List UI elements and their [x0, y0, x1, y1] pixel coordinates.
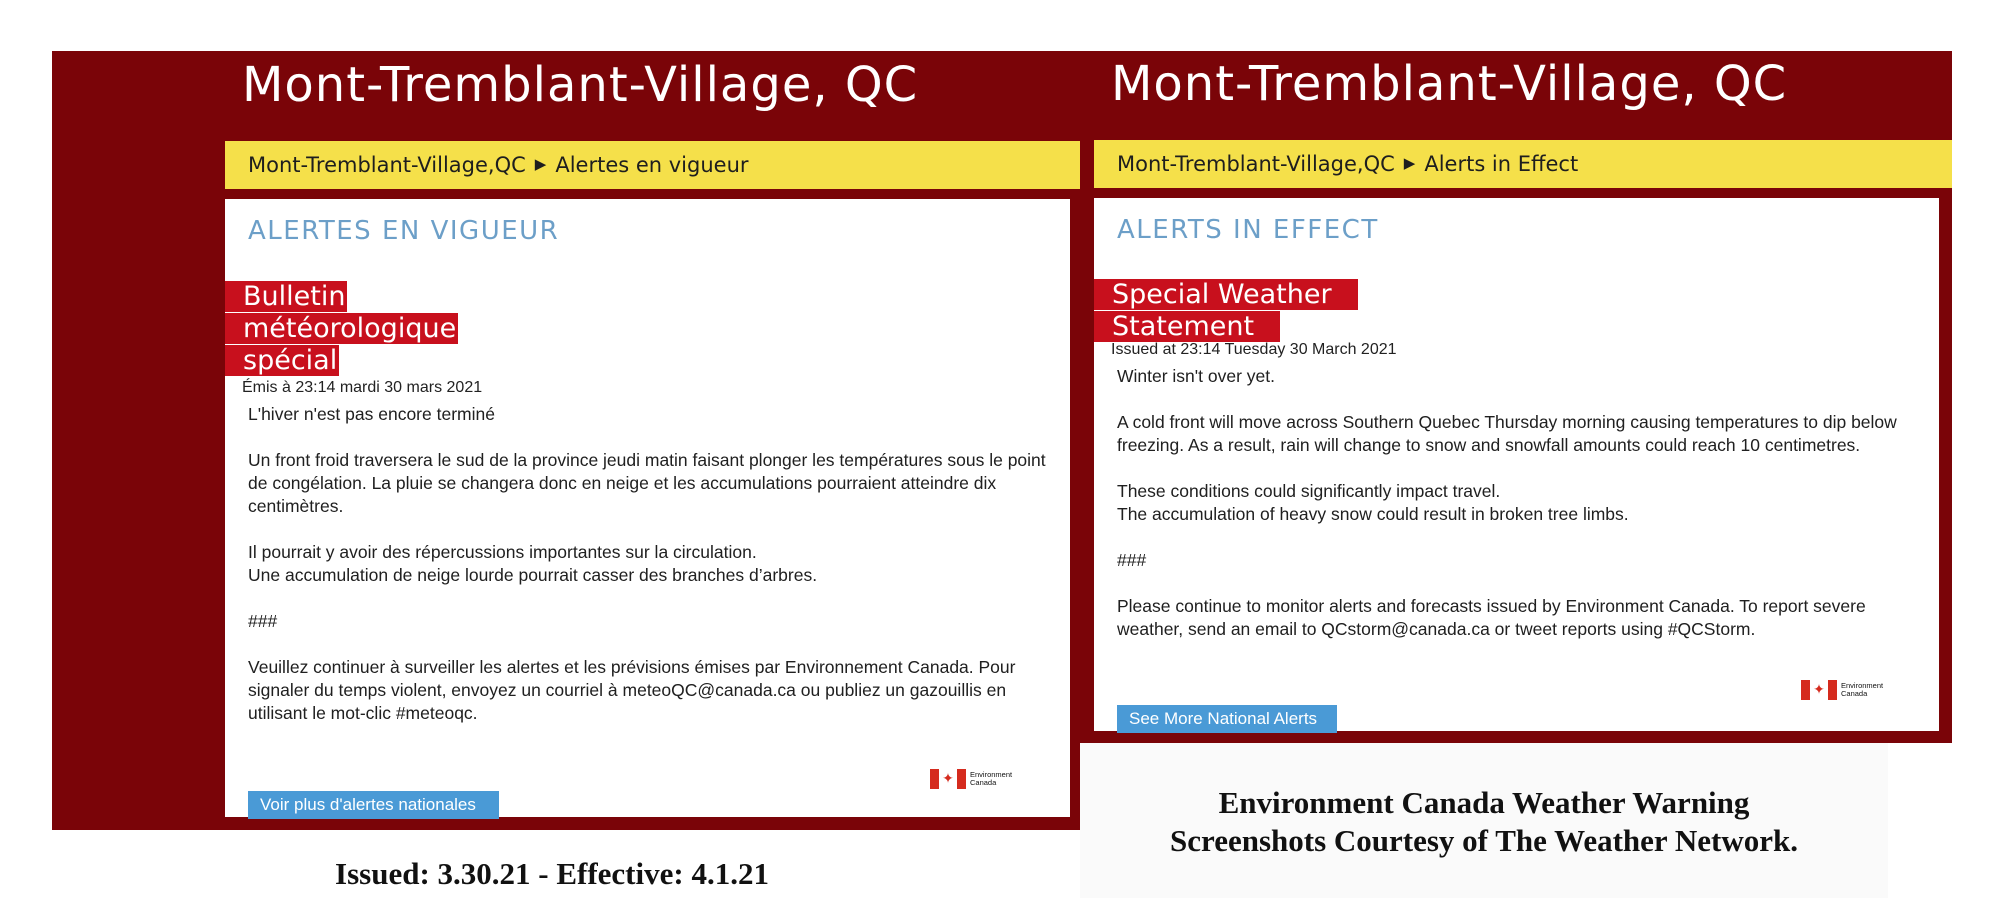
canada-flag-icon: ✦ — [930, 769, 966, 789]
credit-caption-line: Screenshots Courtesy of The Weather Network. — [1170, 823, 1798, 858]
alert-type-label: Special Weather Statement — [1094, 279, 1358, 342]
city-title: Mont-Tremblant-Village, QC — [242, 57, 919, 113]
city-title: Mont-Tremblant-Village, QC — [1111, 56, 1788, 112]
more-national-alerts-button[interactable]: See More National Alerts — [1117, 705, 1337, 733]
alert-paragraph: The accumulation of heavy snow could result in broken tree limbs. — [1117, 504, 1629, 524]
breadcrumb — [225, 141, 1081, 189]
logo-line: Environment — [1841, 681, 1884, 690]
english-alert-frame — [1080, 51, 1952, 743]
alert-type-badge — [1094, 279, 1474, 343]
alert-paragraph: Veuillez continuer à surveiller les alertes et les prévisions émises par Environnement Canada. Pour signaler du temps violent, envoyez un courriel à meteoQC@canada.ca ou publiez un gazouillis en utilisant le mot-clic #meteoqc. — [248, 657, 1016, 723]
alerts-heading: ALERTS IN EFFECT — [1117, 215, 1379, 245]
breadcrumb — [1094, 140, 1952, 188]
alert-type-label: Bulletin météorologique spécial — [225, 281, 458, 376]
alert-body — [248, 403, 1048, 725]
alert-paragraph: Il pourrait y avoir des répercussions importantes sur la circulation. — [248, 542, 757, 562]
credit-caption-box — [1080, 743, 1888, 898]
alert-paragraph: ### — [248, 611, 278, 631]
logo-line: Canada — [970, 778, 997, 787]
more-national-alerts-button[interactable]: Voir plus d'alertes nationales — [248, 791, 499, 819]
alert-type-badge — [225, 281, 545, 377]
alert-card — [1094, 198, 1939, 731]
logo-line: Environment — [970, 770, 1013, 779]
alert-body — [1117, 365, 1927, 641]
alert-paragraph: L'hiver n'est pas encore terminé — [248, 404, 495, 424]
canada-flag-icon: ✦ — [1801, 680, 1837, 700]
environment-canada-logo — [930, 769, 1012, 789]
breadcrumb-location-link[interactable]: Mont-Tremblant-Village,QC — [1117, 152, 1395, 176]
logo-line: Canada — [1841, 689, 1868, 698]
alert-card — [225, 199, 1070, 817]
breadcrumb-location-link[interactable]: Mont-Tremblant-Village,QC — [248, 153, 526, 177]
alert-paragraph: Winter isn't over yet. — [1117, 366, 1275, 386]
alert-paragraph: These conditions could significantly impact travel. — [1117, 481, 1501, 501]
french-alert-frame — [52, 51, 1080, 830]
alert-paragraph: Un front froid traversera le sud de la province jeudi matin faisant plonger les températures sous le point de congélation. La pluie se changera donc en neige et les accumulations pourraient atteindre dix centimètres. — [248, 450, 1046, 516]
triangle-right-icon: ▶ — [534, 155, 547, 173]
breadcrumb-current-page: Alerts in Effect — [1424, 152, 1579, 176]
alert-paragraph: Une accumulation de neige lourde pourrait casser des branches d’arbres. — [248, 565, 818, 585]
alert-paragraph: ### — [1117, 550, 1147, 570]
breadcrumb-current-page: Alertes en vigueur — [555, 153, 749, 177]
issued-effective-caption: Issued: 3.30.21 - Effective: 4.1.21 — [335, 856, 769, 891]
credit-caption-line: Environment Canada Weather Warning — [1218, 785, 1750, 820]
environment-canada-logo — [1801, 680, 1883, 700]
alert-paragraph: A cold front will move across Southern Quebec Thursday morning causing temperatures to dip below freezing. As a result, rain will change to snow and snowfall amounts could reach 10 centimetres. — [1117, 412, 1897, 455]
issued-timestamp: Émis à 23:14 mardi 30 mars 2021 — [242, 379, 483, 396]
triangle-right-icon: ▶ — [1403, 154, 1416, 172]
alert-paragraph: Please continue to monitor alerts and forecasts issued by Environment Canada. To report severe weather, send an email to QCstorm@canada.ca or tweet reports using #QCStorm. — [1117, 596, 1866, 639]
alerts-heading: ALERTES EN VIGUEUR — [248, 216, 560, 246]
issued-timestamp: Issued at 23:14 Tuesday 30 March 2021 — [1111, 341, 1397, 358]
